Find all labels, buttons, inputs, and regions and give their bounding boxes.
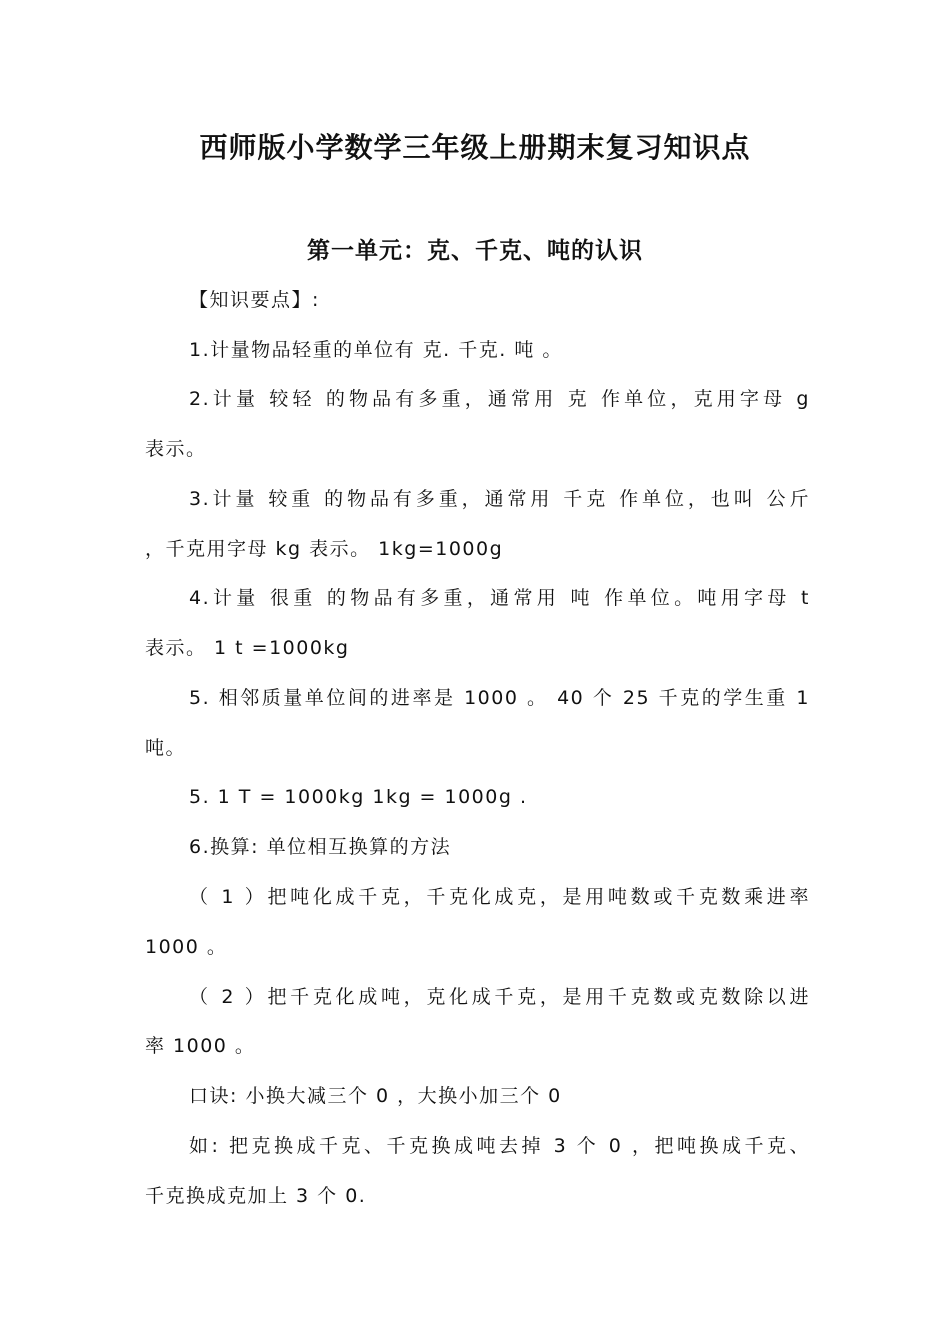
paragraph-line: 率 1000 。 <box>145 1035 256 1057</box>
paragraph-line: 表示。 1 t =1000kg <box>145 637 350 659</box>
paragraph-line: 如: 把克换成千克、千克换成吨去掉 3 个 0 ，把吨换成千克、 <box>189 1135 810 1157</box>
paragraph-line: 5. 1 T = 1000kg 1kg = 1000g . <box>189 786 528 808</box>
paragraph-line: 5. 相邻质量单位间的进率是 1000 。 40 个 25 千克的学生重 1 <box>189 687 810 709</box>
paragraph-line: 1.计量物品轻重的单位有 克. 千克. 吨 。 <box>189 339 563 361</box>
document-title: 西师版小学数学三年级上册期末复习知识点 <box>199 131 751 164</box>
paragraph-line: 3.计量 较重 的物品有多重，通常用 千克 作单位，也叫 公斤 <box>189 488 810 510</box>
knowledge-heading: 【知识要点】: <box>189 289 320 311</box>
paragraph-line: （ 1 ）把吨化成千克，千克化成克，是用吨数或千克数乘进率 <box>189 886 810 908</box>
paragraph-line: 吨。 <box>145 737 187 759</box>
paragraph-line: 1000 。 <box>145 936 228 958</box>
section-title: 第一单元：克、千克、吨的认识 <box>307 238 643 264</box>
paragraph-line: 2.计量 较轻 的物品有多重，通常用 克 作单位，克用字母 g <box>189 388 810 410</box>
paragraph-line: 4.计量 很重 的物品有多重，通常用 吨 作单位。吨用字母 t <box>189 587 810 609</box>
paragraph-line: 千克换成克加上 3 个 0. <box>145 1185 367 1207</box>
paragraph-line: （ 2 ）把千克化成吨，克化成千克，是用千克数或克数除以进 <box>189 986 810 1008</box>
paragraph-line: 口诀: 小换大减三个 0 ，大换小加三个 0 <box>189 1085 562 1107</box>
paragraph-line: ，千克用字母 kg 表示。 1kg=1000g <box>145 538 504 560</box>
paragraph-line: 表示。 <box>145 438 207 460</box>
paragraph-line: 6.换算: 单位相互换算的方法 <box>189 836 452 858</box>
